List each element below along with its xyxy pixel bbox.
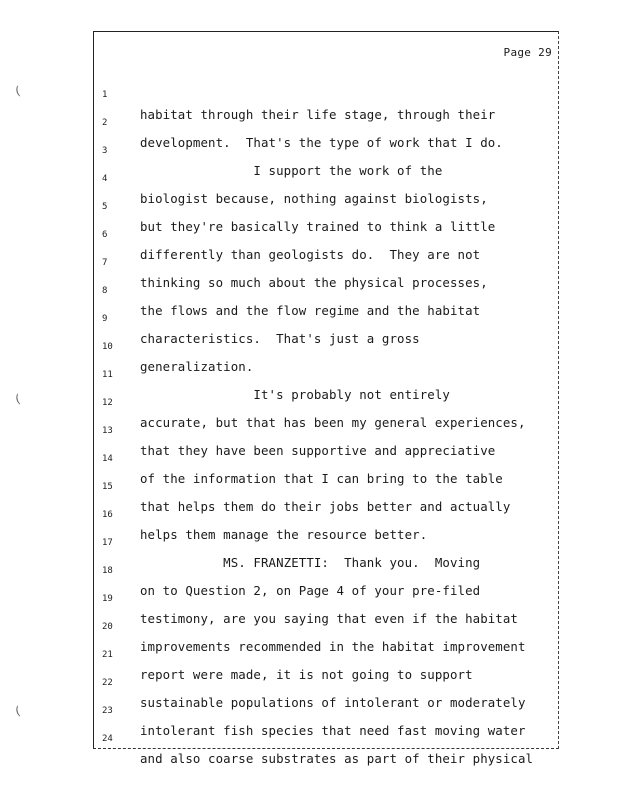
line-text: generalization. <box>140 359 254 374</box>
line-text: helps them manage the resource better. <box>140 527 428 542</box>
line-number: 6 <box>102 230 108 240</box>
line-text: improvements recommended in the habitat improvement <box>140 639 526 654</box>
line-text: characteristics. That's just a gross <box>140 331 420 346</box>
line-number: 8 <box>102 286 108 296</box>
line-number: 4 <box>102 174 108 184</box>
line-text: testimony, are you saying that even if the habitat <box>140 611 518 626</box>
line-number: 20 <box>102 622 113 632</box>
line-text: sustainable populations of intolerant or moderately <box>140 695 526 710</box>
line-text: report were made, it is not going to support <box>140 667 473 682</box>
line-text: but they're basically trained to think a little <box>140 219 496 234</box>
line-number: 10 <box>102 342 113 352</box>
line-number: 17 <box>102 538 113 548</box>
line-text: differently than geologists do. They are not <box>140 247 481 262</box>
line-number: 15 <box>102 482 113 492</box>
transcript-line <box>94 65 558 122</box>
margin-mark: ( <box>12 703 23 719</box>
line-text: on to Question 2, on Page 4 of your pre-filed <box>140 583 481 598</box>
line-number: 3 <box>102 146 108 156</box>
line-number: 7 <box>102 258 108 268</box>
line-number: 2 <box>102 118 108 128</box>
margin-mark: ( <box>12 83 23 99</box>
line-number: 19 <box>102 594 113 604</box>
line-text: that helps them do their jobs better and actually <box>140 499 511 514</box>
line-text: thinking so much about the physical processes, <box>140 275 488 290</box>
line-number: 21 <box>102 650 113 660</box>
line-text: accurate, but that has been my general experiences, <box>140 415 526 430</box>
line-text: intolerant fish species that need fast moving water <box>140 723 526 738</box>
line-text: and also coarse substrates as part of their physical <box>140 751 534 766</box>
line-number: 1 <box>102 90 108 100</box>
line-number: 16 <box>102 510 113 520</box>
line-text: MS. FRANZETTI: Thank you. Moving <box>140 555 481 570</box>
line-text: biologist because, nothing against biologists, <box>140 191 488 206</box>
line-number: 12 <box>102 398 113 408</box>
page-number: Page 29 <box>503 46 552 59</box>
line-number: 9 <box>102 314 108 324</box>
line-number: 13 <box>102 426 113 436</box>
margin-mark: ( <box>12 391 23 407</box>
line-text: the flows and the flow regime and the habitat <box>140 303 481 318</box>
line-text: of the information that I can bring to the table <box>140 471 503 486</box>
line-number: 22 <box>102 678 113 688</box>
line-number: 11 <box>102 370 113 380</box>
line-number: 23 <box>102 706 113 716</box>
line-text: development. That's the type of work that I do. <box>140 135 503 150</box>
transcript-page <box>93 31 559 766</box>
line-number: 5 <box>102 202 108 212</box>
transcript-lines <box>94 32 558 766</box>
line-text: that they have been supportive and appreciative <box>140 443 496 458</box>
line-number: 18 <box>102 566 113 576</box>
line-number: 14 <box>102 454 113 464</box>
line-number: 24 <box>102 734 113 744</box>
line-text: I support the work of the <box>140 163 443 178</box>
line-text: It's probably not entirely <box>140 387 450 402</box>
line-text: habitat through their life stage, through their <box>140 107 496 122</box>
